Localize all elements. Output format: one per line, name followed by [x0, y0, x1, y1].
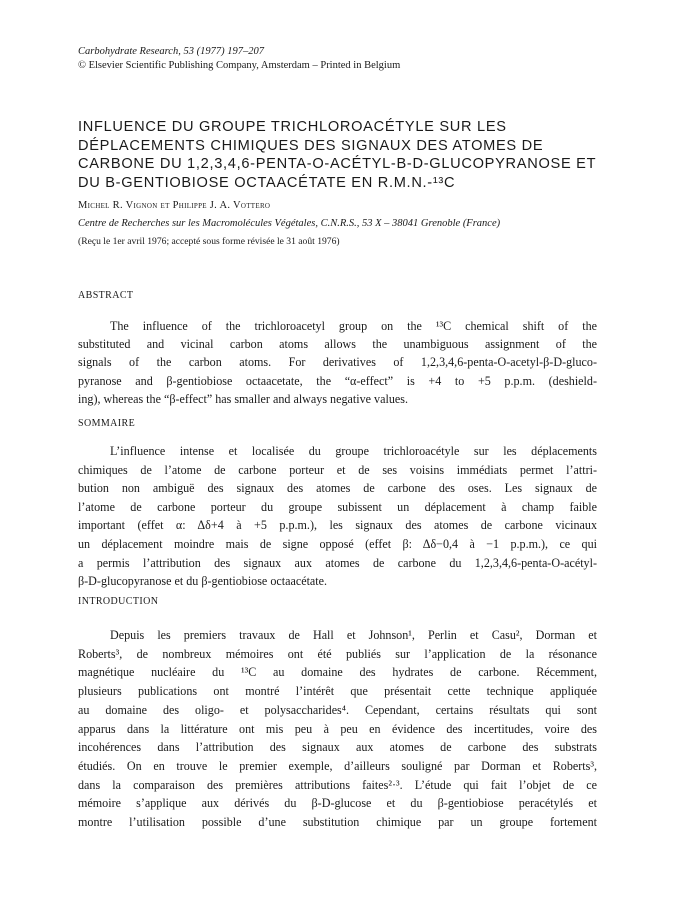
abstract-line: substituted and vicinal carbon atoms allows the unambiguous assignment of the	[78, 337, 597, 352]
abstract-line: pyranose and β-gentiobiose octaacetate, the “α-effect” is +4 to +5 p.p.m. (deshield-	[78, 373, 597, 388]
sommaire-line: a permis l’attribution des signaux aux atomes de carbone du 1,2,3,4,6-penta-O-acétyl-	[78, 555, 597, 570]
received-dates: (Reçu le 1er avril 1976; accepté sous forme révisée le 31 août 1976)	[78, 236, 340, 247]
author-names: Michel R. Vignon et Philippe J. A. Vottero	[78, 200, 271, 211]
abstract-line: The influence of the trichloroacetyl group on the ¹³C chemical shift of the	[110, 319, 597, 333]
sommaire-line: L’influence intense et localisée du groupe trichloroacétyle sur les déplacements	[110, 444, 597, 458]
introduction-line: dans la comparaison des premières attributions faites²·³. L’étude qui fait l’objet de ce	[78, 777, 597, 792]
introduction-line: magnétique nucléaire du ¹³C au domaine des hydrates de carbone. Récemment,	[78, 665, 597, 680]
title-line: INFLUENCE DU GROUPE TRICHLOROACÉTYLE SUR LES	[78, 119, 507, 135]
introduction-line: Depuis les premiers travaux de Hall et Johnson¹, Perlin et Casu², Dorman et	[110, 628, 597, 642]
title-line: DU Β-GENTIOBIOSE OCTAACÉTATE EN R.M.N.-¹³C	[78, 174, 456, 191]
author-affiliation: Centre de Recherches sur les Macromolécules Végétales, C.N.R.S., 53 X – 38041 Grenoble (France)	[78, 218, 501, 229]
introduction-line: apparus dans la littérature ont mis peu à peu en évidence des incertitudes, voire des	[78, 721, 597, 736]
sommaire-text	[78, 442, 597, 591]
abstract-heading: ABSTRACT	[78, 290, 134, 301]
article-title	[78, 118, 618, 192]
abstract-line: signals of the carbon atoms. For derivatives of 1,2,3,4,6-penta-O-acetyl-β-D-gluco-	[78, 355, 597, 370]
sommaire-line: β-D-glucopyranose et du β-gentiobiose octaacétate.	[78, 574, 328, 589]
title-line: CARBONE DU 1,2,3,4,6-PENTA-O-ACÉTYL-Β-D-GLUCOPYRANOSE ET	[78, 156, 597, 172]
sommaire-line: important (effet α: Δδ+4 à +5 p.p.m.), les signaux des atomes de carbone vicinaux	[78, 518, 597, 533]
introduction-heading: INTRODUCTION	[78, 596, 159, 607]
publisher-line: © Elsevier Scientific Publishing Company, Amsterdam – Printed in Belgium	[78, 60, 401, 71]
introduction-line: mémoire s’applique aux dérivés du β-D-glucose et du β-gentiobiose peracétylés et	[78, 796, 597, 811]
journal-citation: Carbohydrate Research, 53 (1977) 197–207	[78, 46, 264, 57]
introduction-line: Roberts³, de nombreux mémoires ont été publiés sur l’application de la résonance	[78, 646, 597, 661]
sommaire-line: chimiques de l’atome de carbone porteur et de ses voisins immédiats permet l’attri-	[78, 462, 597, 477]
sommaire-line: l’atome de carbone porteur du groupe subissent un déplacement à champ faible	[78, 499, 597, 514]
introduction-line: plusieurs publications ont montré l’intérêt que présentait cette technique appliquée	[78, 684, 597, 699]
title-line: DÉPLACEMENTS CHIMIQUES DES SIGNAUX DES ATOMES DE	[78, 137, 544, 154]
abstract-line: ing), whereas the “β-effect” has smaller and always negative values.	[78, 391, 408, 406]
introduction-line: montre l’utilisation possible d’une substitution chimique par un groupe fortement	[78, 815, 597, 830]
introduction-line: incohérences dans l’attribution des signaux aux atomes de carbone des substrats	[78, 740, 597, 755]
sommaire-line: un déplacement moindre mais de signe opposé (effet β: Δδ−0,4 à −1 p.p.m.), ce qui	[78, 536, 597, 551]
sommaire-line: bution non ambiguë des signaux des atomes de carbone des oses. Les signaux de	[78, 481, 597, 496]
abstract-text	[78, 317, 597, 408]
introduction-line: étudiés. On en trouve le premier exemple, d’ailleurs souligné par Dorman et Roberts³,	[78, 758, 597, 773]
introduction-text	[78, 626, 597, 832]
sommaire-heading: SOMMAIRE	[78, 418, 136, 429]
introduction-line: au domaine des oligo- et polysaccharides⁴. Cependant, certains résultats qui sont	[78, 702, 597, 717]
